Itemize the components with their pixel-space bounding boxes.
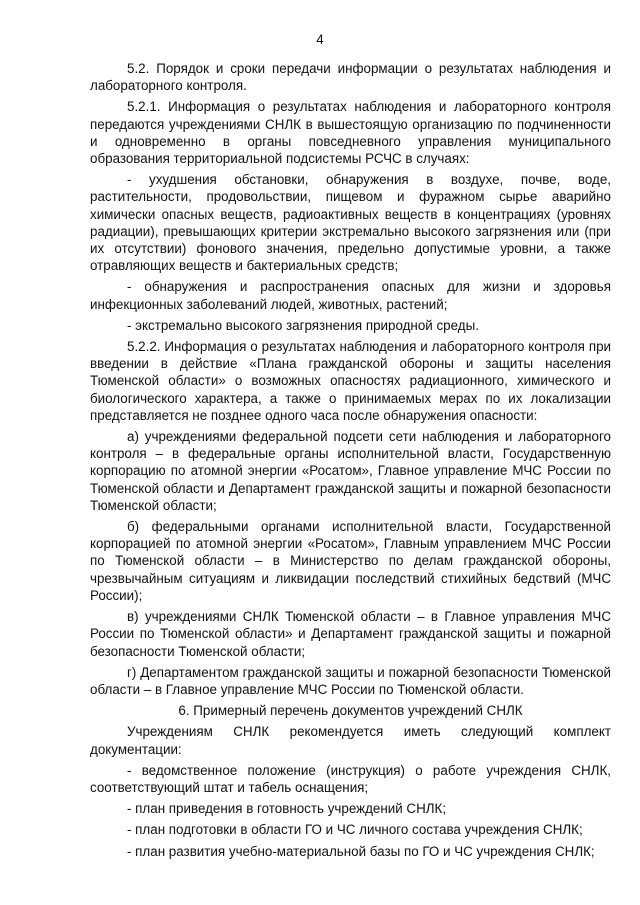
list-item-a: а) учреждениями федеральной подсети сети наблюдения и лабораторного контроля – в федеральные органы исполнительной власти, Государственную корпорацию по атомной энергии «Росатом», Главное управление МЧС России по Тюменской области и Департамент гражданской защиты и пожарной безопасности Тюменской области; — [90, 429, 611, 513]
section-5-2-heading: 5.2. Порядок и сроки передачи информации о результатах наблюдения и лабораторного контроля. — [90, 61, 611, 94]
list-item-pollution: - экстремально высокого загрязнения природной среды. — [127, 317, 479, 333]
paragraph-5-2-1: 5.2.1. Информация о результатах наблюдения и лабораторного контроля передаются учреждениями СНЛК в вышестоящую организацию по подчиненности и одновременно в органы повседневного управления муниципального образования территориальной подсистемы РСЧС в случаях: — [90, 99, 611, 167]
section-6-heading: 6. Примерный перечень документов учреждений СНЛК — [178, 703, 523, 719]
list-item-infections: - обнаружения и распространения опасных для жизни и здоровья инфекционных заболеваний людей, животных, растений; — [90, 279, 611, 312]
list-item-training-plan: - план подготовки в области ГО и ЧС личного состава учреждения СНЛК; — [127, 822, 583, 838]
list-item-development-plan: - план развития учебно-материальной базы по ГО и ЧС учреждения СНЛК; — [127, 843, 595, 859]
list-item-b: б) федеральными органами исполнительной власти, Государственной корпорацией по атомной энергии «Росатом», Главным управлением МЧС России по Тюменской области – в Министерство по делам гражданской обороны, чрезвычайным ситуациям и ликвидации последствий стихийных бедствий (МЧС России); — [90, 519, 611, 603]
paragraph-documentation-intro: Учреждениям СНЛК рекомендуется иметь следующий комплект документации: — [90, 724, 611, 757]
list-item-v: в) учреждениями СНЛК Тюменской области – в Главное управления МЧС России по Тюменской области» и Департамент гражданской защиты и пожарной безопасности Тюменской области; — [90, 609, 611, 659]
list-item-deterioration: - ухудшения обстановки, обнаружения в воздухе, почве, воде, растительности, продовольствии, пищевом и фуражном сырье аварийно химически опасных веществ, радиоактивных веществ в концентрациях (уровнях радиации), превышающих критерии экстремально высокого загрязнения или (при их отсутствии) фонового значения, предельно допустимые уровни, а также отравляющих веществ и бактериальных средств; — [90, 172, 611, 274]
list-item-g: г) Департаментом гражданской защиты и пожарной безопасности Тюменской области – в Главное управление МЧС России по Тюменской области. — [90, 664, 611, 697]
page-number: 4 — [316, 32, 324, 47]
list-item-readiness-plan: - план приведения в готовность учреждений СНЛК; — [127, 801, 447, 817]
document-body — [90, 60, 611, 864]
paragraph-5-2-2: 5.2.2. Информация о результатах наблюдения и лабораторного контроля при введении в действие «Плана гражданской обороны и защиты населения Тюменской области» о возможных опасностях радиационного, химического и биологического характера, а также о принимаемых мерах по их локализации представляется не позднее одного часа после обнаружения опасности: — [90, 339, 611, 423]
list-item-regulation: - ведомственное положение (инструкция) о работе учреждения СНЛК, соответствующий штат и табель оснащения; — [90, 762, 611, 795]
